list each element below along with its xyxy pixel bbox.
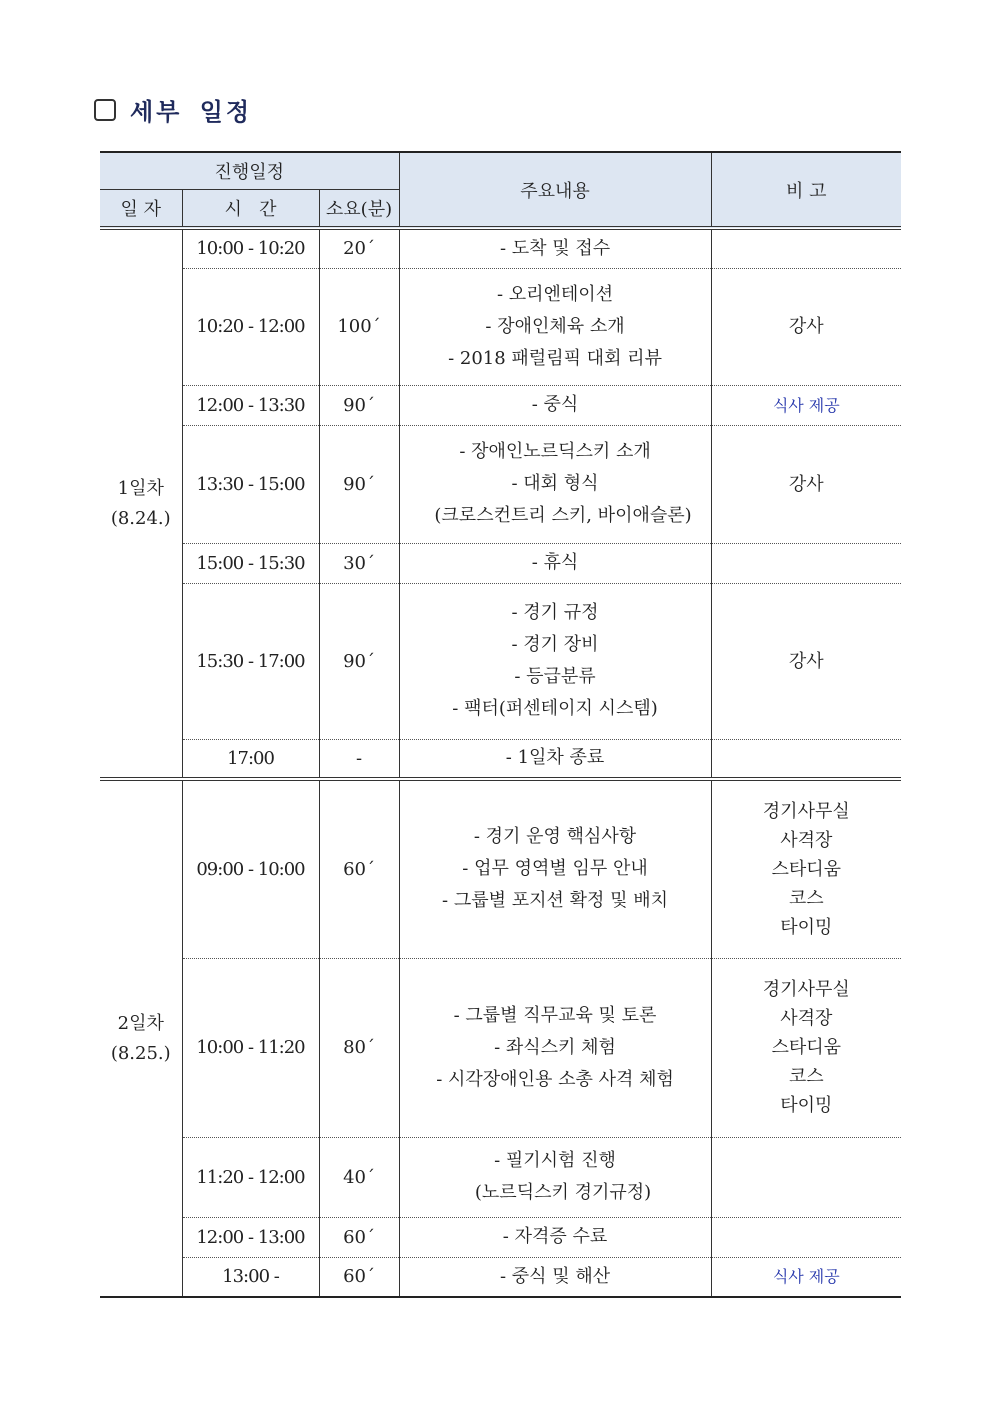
time-cell: 10:20 - 12:00 [182, 268, 319, 385]
note-line: 식사 제공 [772, 395, 840, 415]
day-cell [100, 779, 182, 1297]
note-line: 경기사무실 [762, 800, 850, 822]
content-cell [399, 1217, 711, 1257]
note-line: 스타디움 [771, 858, 842, 880]
schedule-table [100, 151, 901, 1298]
time-cell: 15:00 - 15:30 [182, 543, 319, 583]
content-line: - 자격증 수료 [502, 1226, 608, 1247]
content-cell [399, 1257, 711, 1297]
content-line: - 장애인체육 소개 [485, 315, 625, 337]
note-line: 사격장 [780, 1008, 833, 1029]
duration-cell: 90´ [319, 583, 399, 739]
note-line: 코스 [788, 887, 824, 909]
note-line: 스타디움 [771, 1037, 842, 1058]
duration-cell: 80´ [319, 958, 399, 1137]
header-content: 주요내용 [399, 152, 711, 228]
duration-cell: 30´ [319, 543, 399, 583]
time-cell: 15:30 - 17:00 [182, 583, 319, 739]
duration-cell: 40´ [319, 1137, 399, 1217]
time-cell: 12:00 - 13:30 [182, 385, 319, 425]
table-row [100, 739, 901, 779]
header-note: 비 고 [711, 152, 901, 228]
time-cell: 12:00 - 13:00 [182, 1217, 319, 1257]
note-cell [711, 228, 901, 268]
note-line: 타이밍 [780, 1095, 833, 1116]
content-line: - 휴식 [531, 552, 579, 573]
note-cell [711, 385, 901, 425]
header-date: 일 자 [100, 190, 182, 229]
day-date: (8.24.) [110, 507, 171, 529]
note-line: 강사 [788, 316, 824, 337]
table-row [100, 779, 901, 958]
note-cell [711, 425, 901, 543]
note-cell [711, 958, 901, 1137]
content-line: - 그룹별 직무교육 및 토론 [453, 1004, 657, 1026]
content-cell [399, 739, 711, 779]
day-label: 2일차 [117, 1012, 164, 1034]
note-cell [711, 268, 901, 385]
header-duration: 소요(분) [319, 190, 399, 229]
content-line: - 대회 형식 [511, 473, 599, 494]
note-line: 사격장 [780, 829, 833, 851]
duration-cell: - [319, 739, 399, 779]
content-line: - 경기 규정 [511, 602, 599, 623]
content-line: - 경기 장비 [511, 634, 599, 655]
time-cell: 17:00 [182, 739, 319, 779]
content-line: - 좌식스키 체험 [494, 1036, 616, 1058]
section-heading [94, 92, 252, 127]
content-cell [399, 385, 711, 425]
day-cell [100, 228, 182, 779]
content-line: - 오리엔테이션 [496, 283, 614, 305]
content-line: - 경기 운영 핵심사항 [473, 826, 637, 848]
note-line: 타이밍 [780, 916, 833, 938]
duration-cell: 20´ [319, 228, 399, 268]
day-label: 1일차 [117, 477, 164, 499]
content-line: - 시각장애인용 소총 사격 체험 [436, 1068, 674, 1090]
note-cell [711, 779, 901, 958]
note-cell [711, 543, 901, 583]
duration-cell: 60´ [319, 1257, 399, 1297]
table-row [100, 583, 901, 739]
table-row [100, 1217, 901, 1257]
time-cell: 13:00 - [182, 1257, 319, 1297]
duration-cell: 100´ [319, 268, 399, 385]
header-row-top [100, 152, 901, 190]
content-line: - 필기시험 진행 [494, 1150, 616, 1171]
content-cell [399, 268, 711, 385]
time-cell: 11:20 - 12:00 [182, 1137, 319, 1217]
note-cell [711, 1137, 901, 1217]
note-cell [711, 1217, 901, 1257]
content-line: - 업무 영역별 임무 안내 [462, 858, 648, 880]
header-time: 시 간 [182, 190, 319, 229]
content-line: - 중식 및 해산 [499, 1265, 611, 1287]
duration-cell: 60´ [319, 1217, 399, 1257]
header-group: 진행일정 [100, 152, 399, 190]
content-line: - 등급분류 [514, 666, 596, 687]
content-line: (노르딕스키 경기규정) [474, 1182, 652, 1203]
content-cell [399, 1137, 711, 1217]
note-line: 코스 [788, 1066, 824, 1087]
note-cell [711, 1257, 901, 1297]
content-cell [399, 425, 711, 543]
heading-title: 세부 일정 [130, 97, 253, 126]
table-row [100, 425, 901, 543]
note-cell [711, 583, 901, 739]
table-row [100, 543, 901, 583]
checkbox-icon [94, 99, 116, 121]
note-line: 강사 [788, 650, 824, 672]
content-line: - 장애인노르딕스키 소개 [459, 441, 651, 462]
content-line: - 1일차 종료 [505, 747, 605, 769]
table-row [100, 268, 901, 385]
content-line: - 중식 [531, 394, 579, 415]
table-row [100, 385, 901, 425]
content-cell [399, 958, 711, 1137]
time-cell: 10:00 - 10:20 [182, 228, 319, 268]
table-row [100, 1137, 901, 1217]
time-cell: 10:00 - 11:20 [182, 958, 319, 1137]
content-line: (크로스컨트리 스키, 바이애슬론) [434, 505, 692, 526]
time-cell: 09:00 - 10:00 [182, 779, 319, 958]
duration-cell: 60´ [319, 779, 399, 958]
content-line: - 그룹별 포지션 확정 및 배치 [442, 890, 669, 912]
note-cell [711, 739, 901, 779]
table-row [100, 958, 901, 1137]
table-row [100, 228, 901, 268]
duration-cell: 90´ [319, 385, 399, 425]
content-cell [399, 583, 711, 739]
content-line: - 2018 패럴림픽 대회 리뷰 [448, 347, 662, 369]
content-cell [399, 779, 711, 958]
table-row [100, 1257, 901, 1297]
day-date: (8.25.) [110, 1042, 171, 1064]
content-cell [399, 228, 711, 268]
content-line: - 도착 및 접수 [499, 237, 611, 259]
duration-cell: 90´ [319, 425, 399, 543]
note-line: 강사 [788, 473, 824, 495]
time-cell: 13:30 - 15:00 [182, 425, 319, 543]
note-line: 식사 제공 [772, 1267, 840, 1287]
content-line: - 팩터(퍼센테이지 시스템) [452, 698, 658, 719]
note-line: 경기사무실 [762, 979, 850, 1000]
content-cell [399, 543, 711, 583]
